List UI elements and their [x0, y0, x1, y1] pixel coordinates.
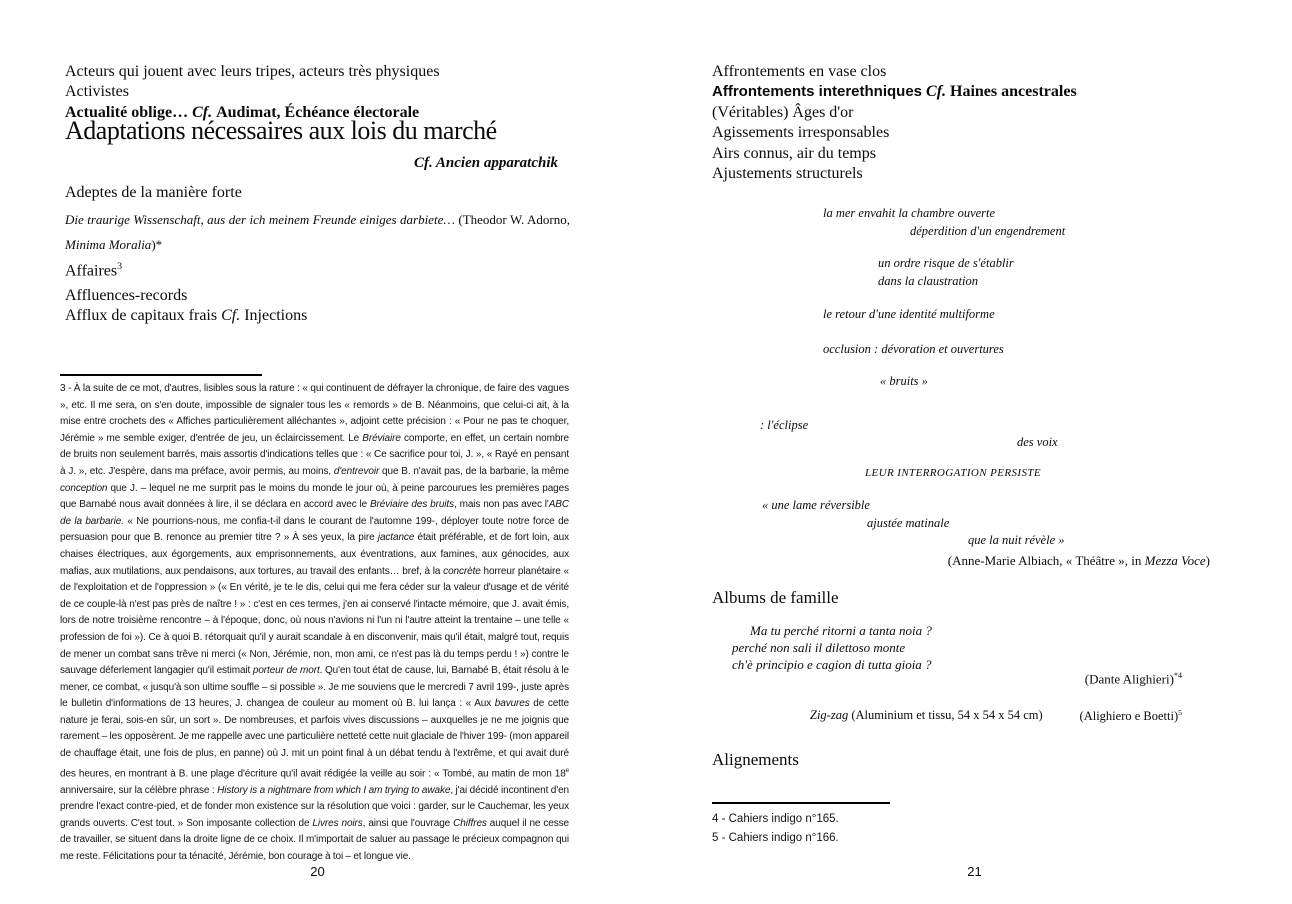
poem-line: déperdition d'un engendrement — [910, 223, 1066, 238]
entry-albums-de-famille: Albums de famille — [712, 588, 839, 607]
entry-alignements: Alignements — [712, 750, 799, 769]
dante-attribution: (Dante Alighieri)$^{*4}$ — [1084, 671, 1182, 687]
poem-line: Ma tu perché ritorni a tanta noia ? — [750, 623, 932, 638]
poem-line: que la nuit révèle » — [968, 533, 1065, 547]
poem-line: : l'éclipse — [760, 417, 809, 432]
albiach-poem — [712, 205, 1237, 569]
page-number-21: 21 — [967, 864, 982, 879]
entry-affrontements-vase-clos: Affrontements en vase clos — [712, 63, 887, 80]
poem-line: le retour d'une identité multiforme — [823, 307, 995, 321]
page-20 — [60, 0, 570, 904]
poem-line-caps: LEUR INTERROGATION PERSISTE — [865, 466, 1041, 479]
poem-line: ajustée matinale — [867, 515, 950, 530]
poem-line: « bruits » — [880, 374, 928, 388]
boetti-attribution: (Alighiero e Boetti)$^5$ — [1079, 708, 1182, 724]
page-number-20: 20 — [310, 864, 325, 879]
boetti-caption-row — [712, 708, 1237, 723]
entry-ajustements: Ajustements structurels — [712, 165, 863, 183]
entry-group-afflux — [65, 286, 307, 325]
entry-list-top-left — [65, 62, 570, 123]
entry-list-top-right — [712, 62, 1237, 184]
adorno-epigraph: Die traurige Wissenschaft, aus der ich meinem Freunde einiges darbiete… (Theodor W. Adorno, Minima Moralia)* — [65, 212, 570, 252]
poem-line: un ordre risque de s'établir — [878, 256, 1014, 270]
entry-actualite-oblige: Actualité oblige… Cf. Audimat, Échéance électorale — [65, 103, 420, 121]
entry-affrontements-interethniques: Affrontements interethniques Cf. Haines ancestrales — [712, 83, 1077, 101]
dante-quote — [712, 622, 932, 673]
page-21 — [712, 0, 1237, 904]
footnote-5: 5 - Cahiers indigo n°166. — [712, 832, 839, 844]
entry-affluences: Affluences-records — [65, 287, 188, 304]
poem-line: « une lame réversible — [762, 498, 870, 512]
headword-adaptations: Adaptations nécessaires aux lois du marché — [65, 116, 497, 145]
poem-line: perché non sali il dilettoso monte — [732, 640, 906, 655]
footnote-4: 4 - Cahiers indigo n°165. — [712, 813, 839, 825]
headword-cross-reference: Cf. Ancien apparatchik — [413, 155, 558, 171]
poem-line: des voix — [1017, 435, 1058, 449]
footnotes-4-5 — [712, 810, 839, 848]
poem-line: occlusion : dévoration et ouvertures — [823, 341, 1004, 356]
albiach-attribution: (Anne-Marie Albiach, « Théâtre », in Mezza Voce) — [947, 552, 1210, 568]
poem-line: dans la claustration — [878, 273, 979, 288]
entry-affaires: Affaires$^3$ — [65, 261, 123, 280]
entry-ages-dor: (Véritables) Âges d'or — [712, 103, 854, 121]
entry-afflux: Afflux de capitaux frais Cf. Injections — [65, 306, 308, 324]
entry-airs-connus: Airs connus, air du temps — [712, 144, 876, 162]
entry-acteurs: Acteurs qui jouent avec leurs tripes, acteurs très physiques — [65, 63, 440, 80]
artwork-caption: Zig-zag (Aluminium et tissu, 54 x 54 x 54 cm) — [810, 708, 1043, 722]
footnote-3-text: 3 - À la suite de ce mot, d'autres, lisibles sous la rature : « qui continuent de défrayer la chronique, de faire des vagues », etc. Il me sera, on s'en doute, impossible de signaler tous les « remords » de B. Néanmoins, que celui-ci ait, à la mise entre crochets des « Affiches particulièrement alléchantes », adjoint cette précision : « Pour ne pas te choquer, Jérémie » me semble exiger, d'entrée de jeu, un éclaircissement. Le Bréviaire comporte, en effet, un certain nombre de bruits non seulement barrés, mais assortis d'indications telles que : « Ce sacrifice pour toi, J. », « Rayé en pensant à J. », etc. J'espère, dans ma préface, avoir permis, au moins, d'entrevoir que B. n'avait pas, de la barbarie, la même conception que J. – lequel ne me surprit pas le moins du monde le jour où, à peine parcourues les premières pages que Barnabé nous avait données à lire, il se déclara en accord avec le Bréviaire des bruits, mais non pas avec l'ABC de la barbarie. « Ne pourrions-nous, me confia-t-il dans le courant de l'automne 199-, déployer toute notre force de persuasion pour que B. renonce au premier titre ? » À ses yeux, la pire jactance était préférable, et de fort loin, aux chaises électriques, aux égorgements, aux emprisonnements, aux éventrations, aux famines, aux génocides, aux mafias, aux mutilations, aux pendaisons, aux tortures, au travail des enfants… bref, à la concrète horreur planétaire « de l'exploitation et de l'oppression » (« En vérité, je te le dis, celui qui me fera céder sur la valeur d'usage et de vérité de ce couple-là n'est pas près de naître ! » : c'est en ces termes, j'en ai conservé l'intacte mémoire, que J. avait émis, lors de notre troisième rencontre – à l'époque, donc, où nous n'avions ni l'un ni l'autre atteint la trentaine – une telle « profession de foi »). Ce à quoi B. rétorquait qu'il y aurait scandale à en disconvenir, mais qu'il était, malgré tout, requis de mener un combat sans trêve ni merci (« Non, Jérémie, non, mon ami, ce n'est pas là du temps perdu ! ») contre le sauvage déferlement langagier qu'il estimait porteur de mort. Qu'en tout état de cause, lui, Barnabé B, était résolu à le mener, ce combat, « jusqu'à son ultime souffle – si possible ». Je me souviens que le mercredi 7 avril 199-, juste après le bulletin d'informations de 13 heures, J. changea de couleur au moment où B. lui lança : « Aux bavures de cette nature je ferai, sois-en sûr, un sort ». De nombreuses, et parfois vives discussions – auxquelles je ne me joignis que rarement – les opposèrent. Je me rappelle avec une particulière netteté cette nuit glaciale de l'hiver 199- (mon appareil de chauffage était, une fois de plus, en panne) où J. mit un point final à un débat tendu à l'extrême, et qui avait duré des heures, en montrant à B. une plage d'écriture qu'il avait rédigée la veille au soir : « Tombé, au matin de mon 18e anniversaire, sur la célèbre phrase : History is a nightmare from which I am trying to awake, j'ai décidé incontinent d'en prendre l'exact contre-pied, et de fonder mon existence sur la résolution que voici : garder, sur le Cauchemar, les yeux grands ouverts. C'est tout. » Son imposante collection de Livres noirs, ainsi que l'ouvrage Chiffres auquel il ne cesse de travailler, se situent dans la droite ligne de ce choix. Il m'importait de saluer au passage le précieux compagnon qui me reste. Félicitations pour ta ténacité, Jérémie, bon courage à toi – et longue vie. — [60, 383, 570, 862]
entry-adeptes: Adeptes de la manière forte — [65, 184, 242, 201]
poem-line: ch'è principio e cagion di tutta gioia ? — [732, 657, 932, 672]
footnote-rule — [60, 374, 262, 376]
entry-activistes: Activistes — [65, 83, 129, 101]
footnote-rule — [712, 802, 890, 804]
entry-agissements: Agissements irresponsables — [712, 124, 890, 142]
poem-line: la mer envahit la chambre ouverte — [823, 206, 996, 220]
